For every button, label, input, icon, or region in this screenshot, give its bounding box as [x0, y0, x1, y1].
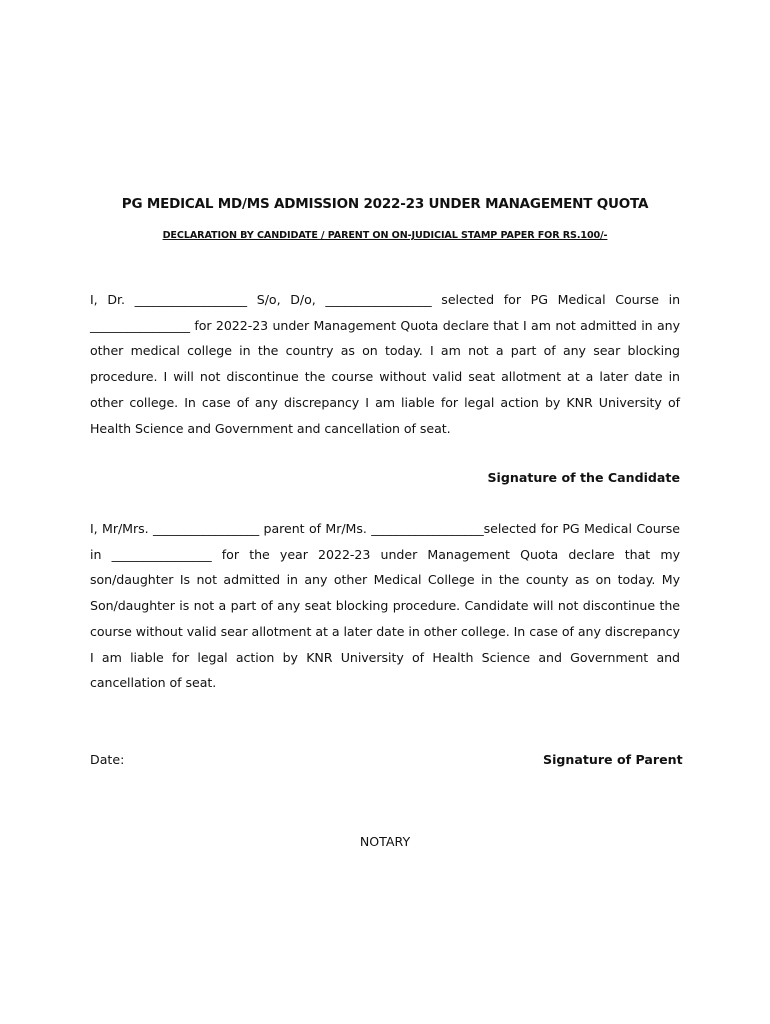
notary-label: NOTARY	[359, 834, 411, 849]
parent-declaration-text: I, Mr/Mrs. _________________ parent of Mr/Ms. __________________selected for PG Medical Course in ________________ for the year 2022-23 under Management Quota declare that my son/daughter Is not admitted in any other Medical College in the county as on today. My Son/daughter is not a part of any seat blocking procedure. Candidate will not discontinue the course without valid sear allotment at a later date in other college. In case of any discrepancy I am liable for legal action by KNR University of Health Science and Government and cancellation of seat.	[90, 521, 680, 691]
candidate-signature-label: Signature of the Candidate	[487, 470, 680, 485]
document-subtitle: DECLARATION BY CANDIDATE / PARENT ON ON-JUDICIAL STAMP PAPER FOR RS.100/-	[162, 230, 608, 241]
candidate-declaration-text: I, Dr. __________________ S/o, D/o, _________________ selected for PG Medical Course in ________________ for 2022-23 under Management Quota declare that I am not admitted in any other medical college in the country as on today. I am not a part of any sear blocking procedure. I will not discontinue the course without valid seat allotment at a later date in other college. In case of any discrepancy I am liable for legal action by KNR University of Health Science and Government and cancellation of seat.	[90, 292, 680, 436]
document-title: PG MEDICAL MD/MS ADMISSION 2022-23 UNDER MANAGEMENT QUOTA	[121, 196, 649, 212]
parent-signature-label: Signature of Parent	[543, 752, 683, 767]
date-label: Date:	[90, 752, 125, 767]
